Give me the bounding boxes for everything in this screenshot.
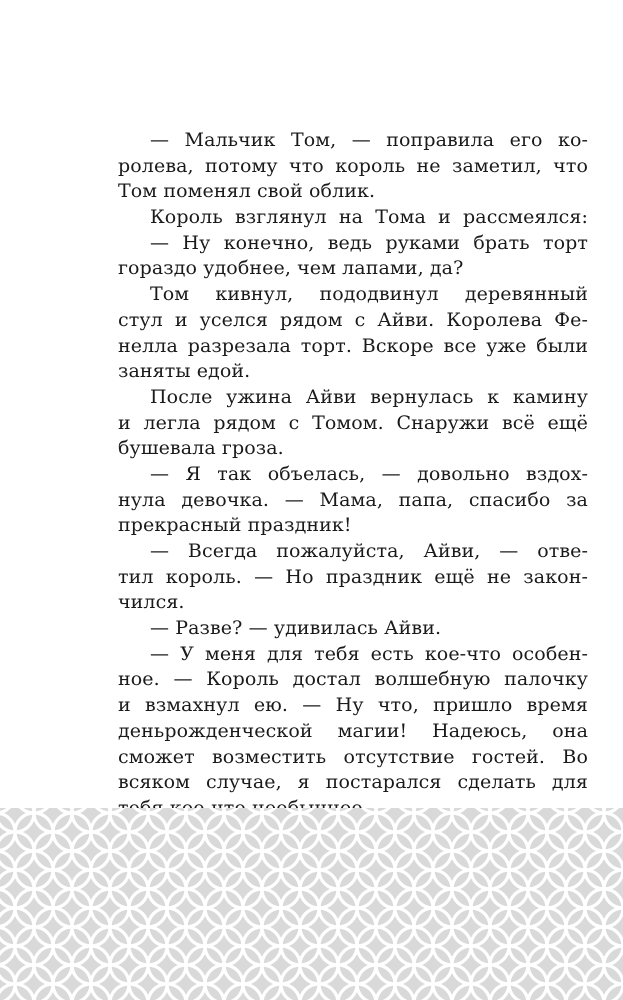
text-line: бушевала гроза. — [118, 437, 284, 460]
text-line: чился. — [118, 591, 185, 614]
text-line: ное. — Король достал волшебную палочку — [118, 668, 588, 691]
text-line: сможет возместить отсутствие гостей. Во — [118, 745, 588, 768]
text-line: Король взглянул на Тома и рассмеялся: — [150, 206, 588, 229]
text-line: ролева, потому что король не заметил, что — [118, 154, 588, 177]
text-line: заняты едой. — [118, 360, 251, 383]
text-line: и взмахнул ею. — Ну что, пришло время — [118, 694, 588, 717]
text-line: — У меня для тебя есть кое-что особен- — [150, 642, 588, 665]
text-line: и легла рядом с Томом. Снаружи всё ещё — [118, 411, 588, 434]
text-line: прекрасный праздник! — [118, 514, 352, 537]
text-line: — Я так объелась, — довольно вздох- — [150, 462, 588, 485]
text-line: нула девочка. — Мама, папа, спасибо за — [118, 488, 588, 511]
text-line: Том поменял свой облик. — [118, 180, 376, 203]
text-line: После ужина Айви вернулась к камину — [150, 385, 588, 408]
text-line: гораздо удобнее, чем лапами, да? — [118, 257, 464, 280]
decorative-pattern-band — [0, 808, 623, 1000]
text-line: стул и уселся рядом с Айви. Королева Фе- — [118, 308, 588, 331]
book-page-text — [118, 128, 588, 822]
text-line: — Разве? — удивилась Айви. — [150, 617, 442, 640]
text-line: — Всегда пожалуйста, Айви, — отве- — [150, 540, 588, 562]
text-line: нелла разрезала торт. Вскоре все уже были — [118, 334, 588, 357]
circle-pattern-graphic — [0, 808, 623, 1000]
text-line: тил король. — Но праздник ещё не закон- — [118, 565, 588, 588]
text-line: деньрожденческой магии! Надеюсь, она — [118, 719, 588, 742]
text-line: Том кивнул, пододвинул деревянный — [150, 283, 588, 306]
text-line: — Мальчик Том, — поправила его ко- — [150, 129, 588, 151]
text-line: — Ну конечно, ведь руками брать торт — [150, 231, 588, 254]
text-line: всяком случае, я постарался сделать для — [118, 771, 588, 794]
